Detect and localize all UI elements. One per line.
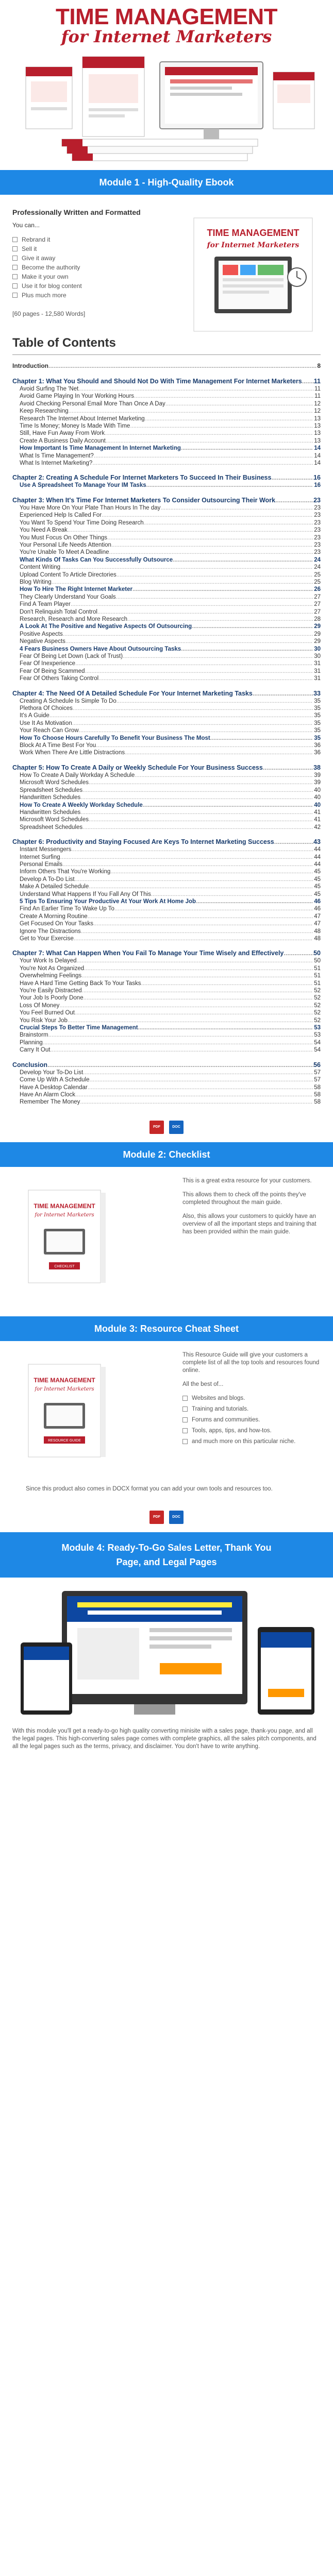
module1-section [0,195,333,334]
toc-entry[interactable]: Don't Relinquish Total Control ..... 27 [12,608,321,616]
sales-page-devices-image [0,1586,333,1722]
toc-entry[interactable]: You Want To Spend Your Time Doing Research ..... 23 [12,519,321,527]
toc-entry[interactable]: Inform Others That You're Working ..... 45 [12,868,321,875]
toc-entry[interactable]: They Clearly Understand Your Goals ..... 27 [12,594,321,601]
checkbox-icon [12,283,18,289]
checkbox-icon [12,293,18,298]
resource-guide-cover-image [26,1362,108,1460]
toc-entry[interactable]: Avoid Checking Personal Email More Than Once A Day ..... 12 [12,400,321,408]
feature-item: Make it your own [12,272,321,281]
toc-chapter [12,764,321,831]
svg-text:CHECKLIST: CHECKLIST [54,1264,75,1268]
svg-text:TIME MANAGEMENT: TIME MANAGEMENT [34,1376,95,1384]
toc-entry[interactable]: Crucial Steps To Better Time Management ..... 53 [12,1024,321,1031]
toc-entry[interactable]: Create A Morning Routine ..... 47 [12,913,321,920]
toc-entry[interactable]: Remember The Money ..... 58 [12,1098,321,1106]
toc-entry[interactable]: What Is Internet Marketing? ..... 14 [12,460,321,467]
checkbox-icon [12,274,18,279]
toc-entry[interactable]: Get Focused On Your Tasks ..... 47 [12,920,321,927]
module2-description: This is a great extra resource for your customers. This allows them to check off the points they've completed throughout the main guide. Also, this allows your customers to quickly have an overview of all the important steps and training that has been provided within the main guide. [182,1177,317,1235]
toc-entry[interactable]: How To Create A Weekly Workday Schedule ..... 40 [12,802,321,809]
checkbox-icon [12,265,18,270]
toc-entry[interactable]: Understand What Happens If You Fall Any Of This ..... 45 [12,891,321,898]
file-format-badges [0,1113,333,1142]
resource-item: Websites and blogs. [182,1395,321,1402]
toc-chapter-title[interactable]: Chapter 5: How To Create A Daily or Weekly Schedule For Your Business Success ..... 38 [12,764,321,772]
toc-entry[interactable]: Upload Content To Article Directories ..... 25 [12,571,321,579]
docx-icon: DOC [169,1121,184,1134]
toc-entry[interactable]: You Feel Burned Out ..... 52 [12,1009,321,1016]
toc-entry[interactable]: You're Not As Organized ..... 51 [12,965,321,972]
toc-entry[interactable]: Have An Alarm Clock ..... 58 [12,1091,321,1098]
toc-entry[interactable]: Carry It Out ..... 54 [12,1046,321,1054]
module4-description: With this module you'll get a ready-to-go high quality converting minisite with a sales page, thank-you page, and all the legal pages. This high-converting sales page comes with complete graphics, all the sales pitch components, and all the legal pages such as the terms, privacy, and disclaimer. You don't have to write anything. [12,1727,317,1750]
hero [0,0,333,170]
toc-entry[interactable]: Blog Writing ..... 25 [12,579,321,586]
toc-chapter-title[interactable]: Chapter 1: What You Should and Should Not Do With Time Management For Internet Marketers ..... 11 [12,378,321,385]
toc-entry[interactable]: Spreadsheet Schedules ..... 42 [12,824,321,831]
toc-entry[interactable]: Fear Of Being Let Down (Lack of Trust) ..... 30 [12,653,321,660]
module1-banner: Module 1 - High-Quality Ebook [0,170,333,195]
toc-entry[interactable]: You Need A Break ..... 23 [12,527,321,534]
toc-entry[interactable]: Time Is Money; Money Is Made With Time ..... 13 [12,422,321,430]
resource-item: Tools, apps, tips, and how-tos. [182,1427,321,1435]
module4-section [0,1586,333,1722]
toc-chapters [12,378,321,1106]
toc-entry[interactable]: Your Work Is Delayed ..... 50 [12,957,321,964]
module1-intro: Professionally Written and Formatted [12,208,141,216]
toc-entry[interactable]: Get to Your Exercise ..... 48 [12,935,321,942]
toc-entry[interactable]: Positive Aspects ..... 29 [12,631,321,638]
toc-entry[interactable]: A Look At The Positive and Negative Aspects Of Outsourcing ..... 29 [12,623,321,630]
toc-entry[interactable]: Loss Of Money ..... 52 [12,1002,321,1009]
toc-entry[interactable]: Your Reach Can Grow ..... 35 [12,727,321,734]
module1-intro-sub: You can... [12,222,40,229]
toc-entry[interactable]: Research, Research and More Research ..... 28 [12,616,321,623]
toc-entry[interactable]: How To Hire The Right Internet Marketer ..... 26 [12,586,321,593]
toc-entry[interactable]: How Important Is Time Management In Internet Marketing ..... 14 [12,445,321,452]
toc-entry[interactable]: Negative Aspects ..... 29 [12,638,321,645]
toc-entry[interactable]: Content Writing ..... 24 [12,564,321,571]
toc-entry[interactable]: Microsoft Word Schedules ..... 39 [12,779,321,786]
toc-entry[interactable]: Creating A Schedule Is Simple To Do ..... 35 [12,698,321,705]
checkbox-icon [182,1406,188,1412]
toc-entry[interactable]: Personal Emails ..... 44 [12,861,321,868]
toc-entry[interactable]: Develop A To-Do List ..... 45 [12,876,321,883]
toc-chapter-title[interactable]: Chapter 6: Productivity and Staying Focused Are Keys To Internet Marketing Success ..... 43 [12,838,321,846]
toc-chapter-title[interactable]: Chapter 3: When It's Time For Internet Marketers To Consider Outsourcing Their Work ..... 23 [12,497,321,504]
toc-entry[interactable]: Avoid Surfing The 'Net ..... 11 [12,385,321,393]
checkbox-icon [12,256,18,261]
checkbox-icon [12,237,18,242]
svg-text:RESOURCE GUIDE: RESOURCE GUIDE [48,1438,81,1443]
toc-entry[interactable]: Your Job Is Poorly Done ..... 52 [12,994,321,1002]
checkbox-icon [182,1439,188,1444]
toc-entry[interactable]: Create A Business Daily Account ..... 13 [12,437,321,445]
module3-footer: Since this product also comes in DOCX format you can add your own tools and resources too. [26,1485,273,1492]
toc-entry[interactable]: Use A Spreadsheet To Manage Your IM Tasks ..... 16 [12,482,321,489]
toc-chapter [12,690,321,757]
toc-entry[interactable]: Microsoft Word Schedules ..... 41 [12,816,321,823]
feature-item: Plus much more [12,291,321,300]
feature-item: Become the authority [12,263,321,272]
toc-entry[interactable]: Keep Researching ..... 12 [12,408,321,415]
book-cover-right [273,72,314,129]
hero-title: TIME MANAGEMENT [55,4,278,29]
toc-entry[interactable]: Block At A Time Best For You ..... 36 [12,742,321,749]
feature-item: Sell it [12,244,321,253]
toc-chapter-title[interactable]: Chapter 2: Creating A Schedule For Internet Marketers To Succeed In Their Business ..... 16 [12,474,321,482]
toc-entry[interactable]: Have A Hard Time Getting Back To Your Tasks ..... 51 [12,980,321,987]
toc-entry[interactable]: Plethora Of Choices ..... 35 [12,705,321,712]
toc-chapter [12,1061,321,1106]
book-stack [62,139,258,161]
toc-entry[interactable]: What Is Time Management? ..... 14 [12,452,321,460]
module3-description: This Resource Guide will give your customers a complete list of all the top tools and resources found online. All the best of... Websites and blogs. Training and tutorials. Forums and communities. Tools, apps, tips, and how-tos. and much more on this particular niche. [182,1351,321,1446]
toc-entry[interactable]: Still, Have Fun Away From Work ..... 13 [12,430,321,437]
checkbox-icon [182,1428,188,1433]
svg-text:for Internet Marketers: for Internet Marketers [35,1386,94,1392]
module2-section [0,1167,333,1316]
svg-text:for Internet Marketers: for Internet Marketers [207,241,299,249]
checkbox-icon [182,1417,188,1422]
page-count: [60 pages - 12,580 Words] [12,310,86,317]
toc-chapter [12,378,321,467]
toc-entry[interactable]: Avoid Game Playing In Your Working Hours ..... 11 [12,393,321,400]
checklist-cover-image [26,1188,108,1285]
module2-banner: Module 2: Checklist [0,1142,333,1167]
toc-entry[interactable]: Instant Messengers ..... 44 [12,846,321,853]
svg-text:TIME MANAGEMENT: TIME MANAGEMENT [207,228,299,238]
monitor [160,62,263,142]
toc-entry[interactable]: 5 Tips To Ensuring Your Productive At Your Work At Home Job ..... 46 [12,898,321,905]
resource-item: Training and tutorials. [182,1405,321,1413]
pdf-icon: PDF [149,1511,164,1524]
toc-entry[interactable]: Ignore The Distractions ..... 48 [12,928,321,935]
resource-list [182,1395,321,1446]
docx-icon: DOC [169,1511,184,1524]
toc-entry[interactable]: Handwritten Schedules ..... 41 [12,809,321,816]
toc-entry[interactable]: Work When There Are Little Distractions ..... 36 [12,749,321,756]
resource-item: and much more on this particular niche. [182,1438,321,1446]
toc-entry[interactable]: Spreadsheet Schedules ..... 40 [12,787,321,794]
toc-intro: Introduction ..... 8 [12,362,321,369]
module3-section [0,1341,333,1485]
toc-entry[interactable]: You Risk Your Job ..... 52 [12,1017,321,1024]
resource-item: Forums and communities. [182,1416,321,1424]
feature-item: Rebrand it [12,235,321,244]
toc-entry[interactable]: You Must Focus On Other Things ..... 23 [12,534,321,541]
toc-entry[interactable]: Fear Of Others Taking Control ..... 31 [12,675,321,682]
toc-entry[interactable]: Have A Desktop Calendar ..... 58 [12,1084,321,1091]
toc-entry[interactable]: How To Create A Daily Workday A Schedule ..... 39 [12,772,321,779]
hero-subtitle: for Internet Marketers [61,27,272,46]
toc-chapter [12,474,321,489]
toc-entry[interactable]: Internet Surfing ..... 44 [12,854,321,861]
toc-entry[interactable]: Overwhelming Feelings ..... 51 [12,972,321,979]
toc-chapter [12,838,321,942]
toc-chapter-title[interactable]: Chapter 7: What Can Happen When You Fail To Manage Your Time Wisely and Effectively ..... 50 [12,950,321,957]
toc-title: Table of Contents [12,336,116,350]
svg-text:for Internet Marketers: for Internet Marketers [35,1212,94,1218]
toc-entry[interactable]: Make A Detailed Schedule ..... 45 [12,883,321,890]
toc-chapter [12,950,321,1054]
toc-entry[interactable]: Planning ..... 54 [12,1039,321,1046]
toc-entry[interactable]: It's A Guide ..... 35 [12,712,321,719]
toc-entry[interactable]: 4 Fears Business Owners Have About Outsourcing Tasks ..... 30 [12,646,321,653]
file-format-badges-2 [0,1503,333,1532]
toc-chapter-title[interactable]: Conclusion ..... 56 [12,1061,321,1069]
toc-entry[interactable]: What Kinds Of Tasks Can You Successfully Outsource ..... 24 [12,556,321,564]
product-bundle-image [10,52,323,165]
toc-entry[interactable]: Brainstorm ..... 53 [12,1031,321,1039]
toc-entry[interactable]: Fear Of Inexperience ..... 31 [12,660,321,667]
toc-entry[interactable]: Find An Earlier Time To Wake Up To ..... 46 [12,905,321,912]
toc-entry[interactable]: Research The Internet About Internet Marketing ..... 13 [12,415,321,422]
feature-item: Use it for blog content [12,281,321,291]
toc-entry[interactable]: How To Choose Hours Carefully To Benefit Your Business The Most ..... 35 [12,735,321,742]
toc-entry[interactable]: You're Unable To Meet A Deadline ..... 23 [12,549,321,556]
svg-text:TIME MANAGEMENT: TIME MANAGEMENT [34,1202,95,1210]
toc-entry[interactable]: Fear Of Being Scammed ..... 31 [12,668,321,675]
checkbox-icon [182,1396,188,1401]
toc-entry[interactable]: Experienced Help Is Called For ..... 23 [12,512,321,519]
toc-entry[interactable]: Use It As Motivation ..... 35 [12,720,321,727]
toc-divider [12,354,321,355]
toc-chapter [12,497,321,683]
toc-entry[interactable]: You Have More On Your Plate Than Hours In The day ..... 23 [12,504,321,512]
toc-chapter-title[interactable]: Chapter 4: The Need Of A Detailed Schedule For Your Internet Marketing Tasks ..... 33 [12,690,321,698]
toc-entry[interactable]: Develop Your To-Do List ..... 57 [12,1069,321,1076]
table-of-contents [0,336,333,1106]
checkbox-icon [12,246,18,251]
book-cover-left [26,67,72,129]
module4-banner: Module 4: Ready-To-Go Sales Letter, Thank You Page, and Legal Pages [0,1532,333,1578]
feature-item: Give it away [12,253,321,263]
ebook-cover-image [189,215,318,334]
book-cover-center [82,57,144,137]
toc-entry[interactable]: Find A Team Player ..... 27 [12,601,321,608]
toc-entry[interactable]: Your Personal Life Needs Attention ..... 23 [12,541,321,549]
toc-entry[interactable]: You're Easily Distracted ..... 52 [12,987,321,994]
pdf-icon: PDF [149,1121,164,1134]
toc-entry[interactable]: Come Up With A Schedule ..... 57 [12,1076,321,1083]
module3-banner: Module 3: Resource Cheat Sheet [0,1316,333,1341]
toc-entry[interactable]: Handwritten Schedules ..... 40 [12,794,321,801]
